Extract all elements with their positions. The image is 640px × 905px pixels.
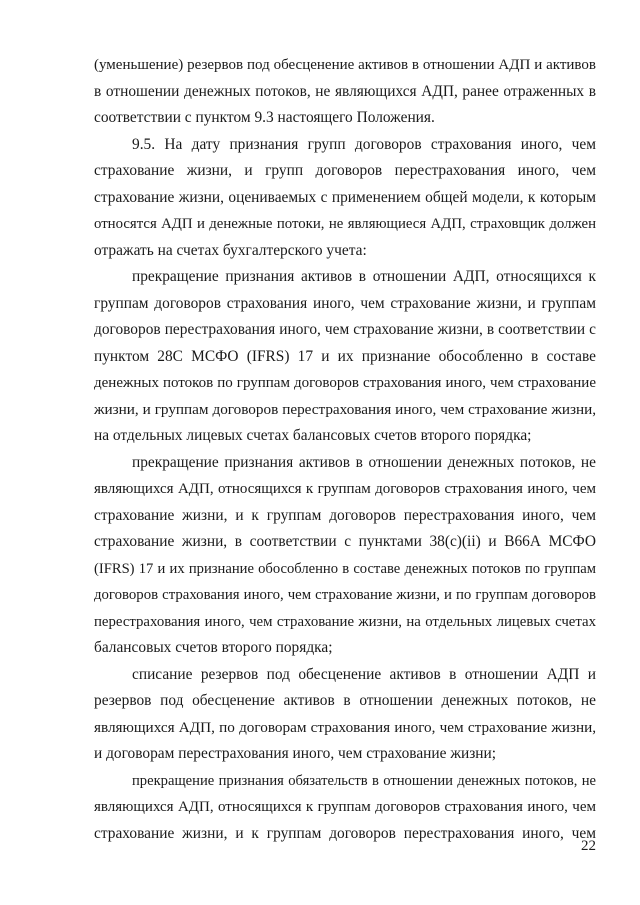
paragraph-line: страхование жизни, оцениваемых с применением общей модели, к которым — [94, 188, 596, 206]
list-item-line: на отдельных лицевых счетах балансовых счетов второго порядка; — [94, 427, 532, 444]
document-body — [94, 52, 596, 847]
paragraph-line: (уменьшение) резервов под обесценение активов в отношении АДП и активов — [94, 57, 596, 73]
list-item-line: и договорам перестрахования иного, чем страхование жизни; — [94, 745, 497, 762]
list-item-line: резервов под обесценение активов в отношении денежных потоков, не — [94, 692, 596, 709]
list-item-line: договоров страхования иного, чем страхование жизни, и по группам договоров — [94, 587, 596, 603]
list-item-line: жизни, и группам договоров перестрахования иного, чем страхование жизни, — [94, 400, 596, 418]
list-item-line: страхование жизни, и к группам договоров перестрахования иного, чем — [94, 506, 596, 524]
list-item-line: страхование жизни, в соответствии с пунктами 38(с)(ii) и В66А МСФО — [94, 533, 596, 550]
list-item-line: являющихся АДП, относящихся к группам договоров страхования иного, чем — [94, 799, 596, 815]
list-item-line: прекращение признания активов в отношении денежных потоков, не — [132, 453, 596, 471]
paragraph-line: в отношении денежных потоков, не являющихся АДП, ранее отраженных в — [94, 82, 596, 100]
paragraph-line: относятся АДП и денежные потоки, не являющиеся АДП, страховщик должен — [94, 216, 596, 232]
list-item-line: страхование жизни, и к группам договоров перестрахования иного, чем — [94, 824, 596, 842]
list-item-line: прекращение признания обязательств в отношении денежных потоков, не — [132, 772, 596, 789]
list-item-line: договоров перестрахования иного, чем страхование жизни, в соответствии с — [94, 321, 596, 338]
paragraph-line: отражать на счетах бухгалтерского учета: — [94, 241, 367, 259]
list-item-line: списание резервов под обесценение активов в отношении АДП и — [132, 665, 596, 683]
paragraph-line: соответствии с пунктом 9.3 настоящего Положения. — [94, 109, 435, 126]
list-item-line: балансовых счетов второго порядка; — [94, 639, 333, 656]
list-item-line: перестрахования иного, чем страхование жизни, на отдельных лицевых счетах — [94, 613, 596, 630]
page-number: 22 — [581, 838, 596, 854]
list-item-line: являющихся АДП, относящихся к группам договоров страхования иного, чем — [94, 481, 596, 497]
list-item-line: группам договоров страхования иного, чем страхование жизни, и группам — [94, 294, 596, 312]
list-item-line: пунктом 28С МСФО (IFRS) 17 и их признание обособленно в составе — [94, 347, 596, 365]
clause-heading-line: 9.5. На дату признания групп договоров страхования иного, чем — [132, 135, 596, 153]
list-item-line: денежных потоков по группам договоров страхования иного, чем страхование — [94, 375, 596, 391]
list-item-line: являющихся АДП, по договорам страхования иного, чем страхование жизни, — [94, 718, 596, 736]
list-item-line: прекращение признания активов в отношении АДП, относящихся к — [132, 268, 596, 285]
list-item-line: (IFRS) 17 и их признание обособленно в составе денежных потоков по группам — [94, 560, 596, 577]
paragraph-line: страхование жизни, и групп договоров перестрахования иного, чем — [94, 162, 596, 179]
